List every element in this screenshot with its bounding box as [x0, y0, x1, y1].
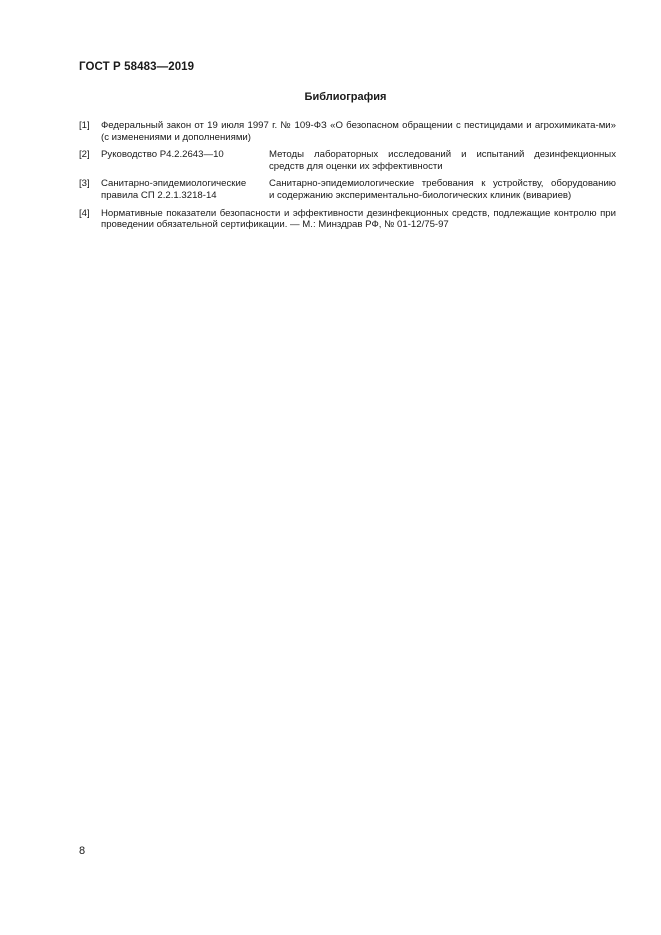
bibliography-entry-1: [79, 120, 616, 143]
entry-number: [4]: [79, 207, 90, 219]
page-number: 8: [79, 845, 86, 857]
entry-description: [269, 178, 616, 201]
entry-text: Федеральный закон от 19 июля 1997 г. № 109-ФЗ «О безопасном обращении с пестицидами и агрохимиката-ми» (с изменениями и дополнениями): [101, 120, 616, 143]
document-header: ГОСТ Р 58483—2019: [79, 61, 195, 73]
entry-number: [3]: [79, 178, 90, 190]
entry-number: [1]: [79, 120, 90, 131]
entry-source-line: правила СП 2.2.1.3218-14: [101, 189, 217, 201]
entry-description-line: Санитарно-эпидемиологические требования к устройству, оборудованию: [269, 178, 616, 190]
entry-number: [2]: [79, 149, 90, 161]
bibliography-entry-4: [79, 208, 616, 231]
entry-description-line: Методы лабораторных исследований и испытаний дезинфекционных: [269, 149, 616, 161]
entry-source-line: Санитарно-эпидемиологические: [101, 178, 247, 190]
bibliography-entry-2: [79, 149, 616, 172]
entry-description: [269, 149, 616, 172]
entry-source: Руководство Р4.2.2643—10: [101, 149, 224, 161]
bibliography-list: [79, 120, 616, 237]
entry-description-line: и содержанию экспериментально-биологических клиник (вивариев): [269, 189, 572, 201]
bibliography-title: Библиография: [304, 91, 387, 103]
entry-text: Нормативные показатели безопасности и эффективности дезинфекционных средств, подлежащие контролю при проведении обязательной сертификации. — М.: Минздрав РФ, № 01-12/75-97: [101, 207, 616, 231]
entry-source: [101, 178, 269, 201]
entry-description-line: средств для оценки их эффективности: [269, 160, 443, 172]
bibliography-entry-3: [79, 178, 616, 201]
